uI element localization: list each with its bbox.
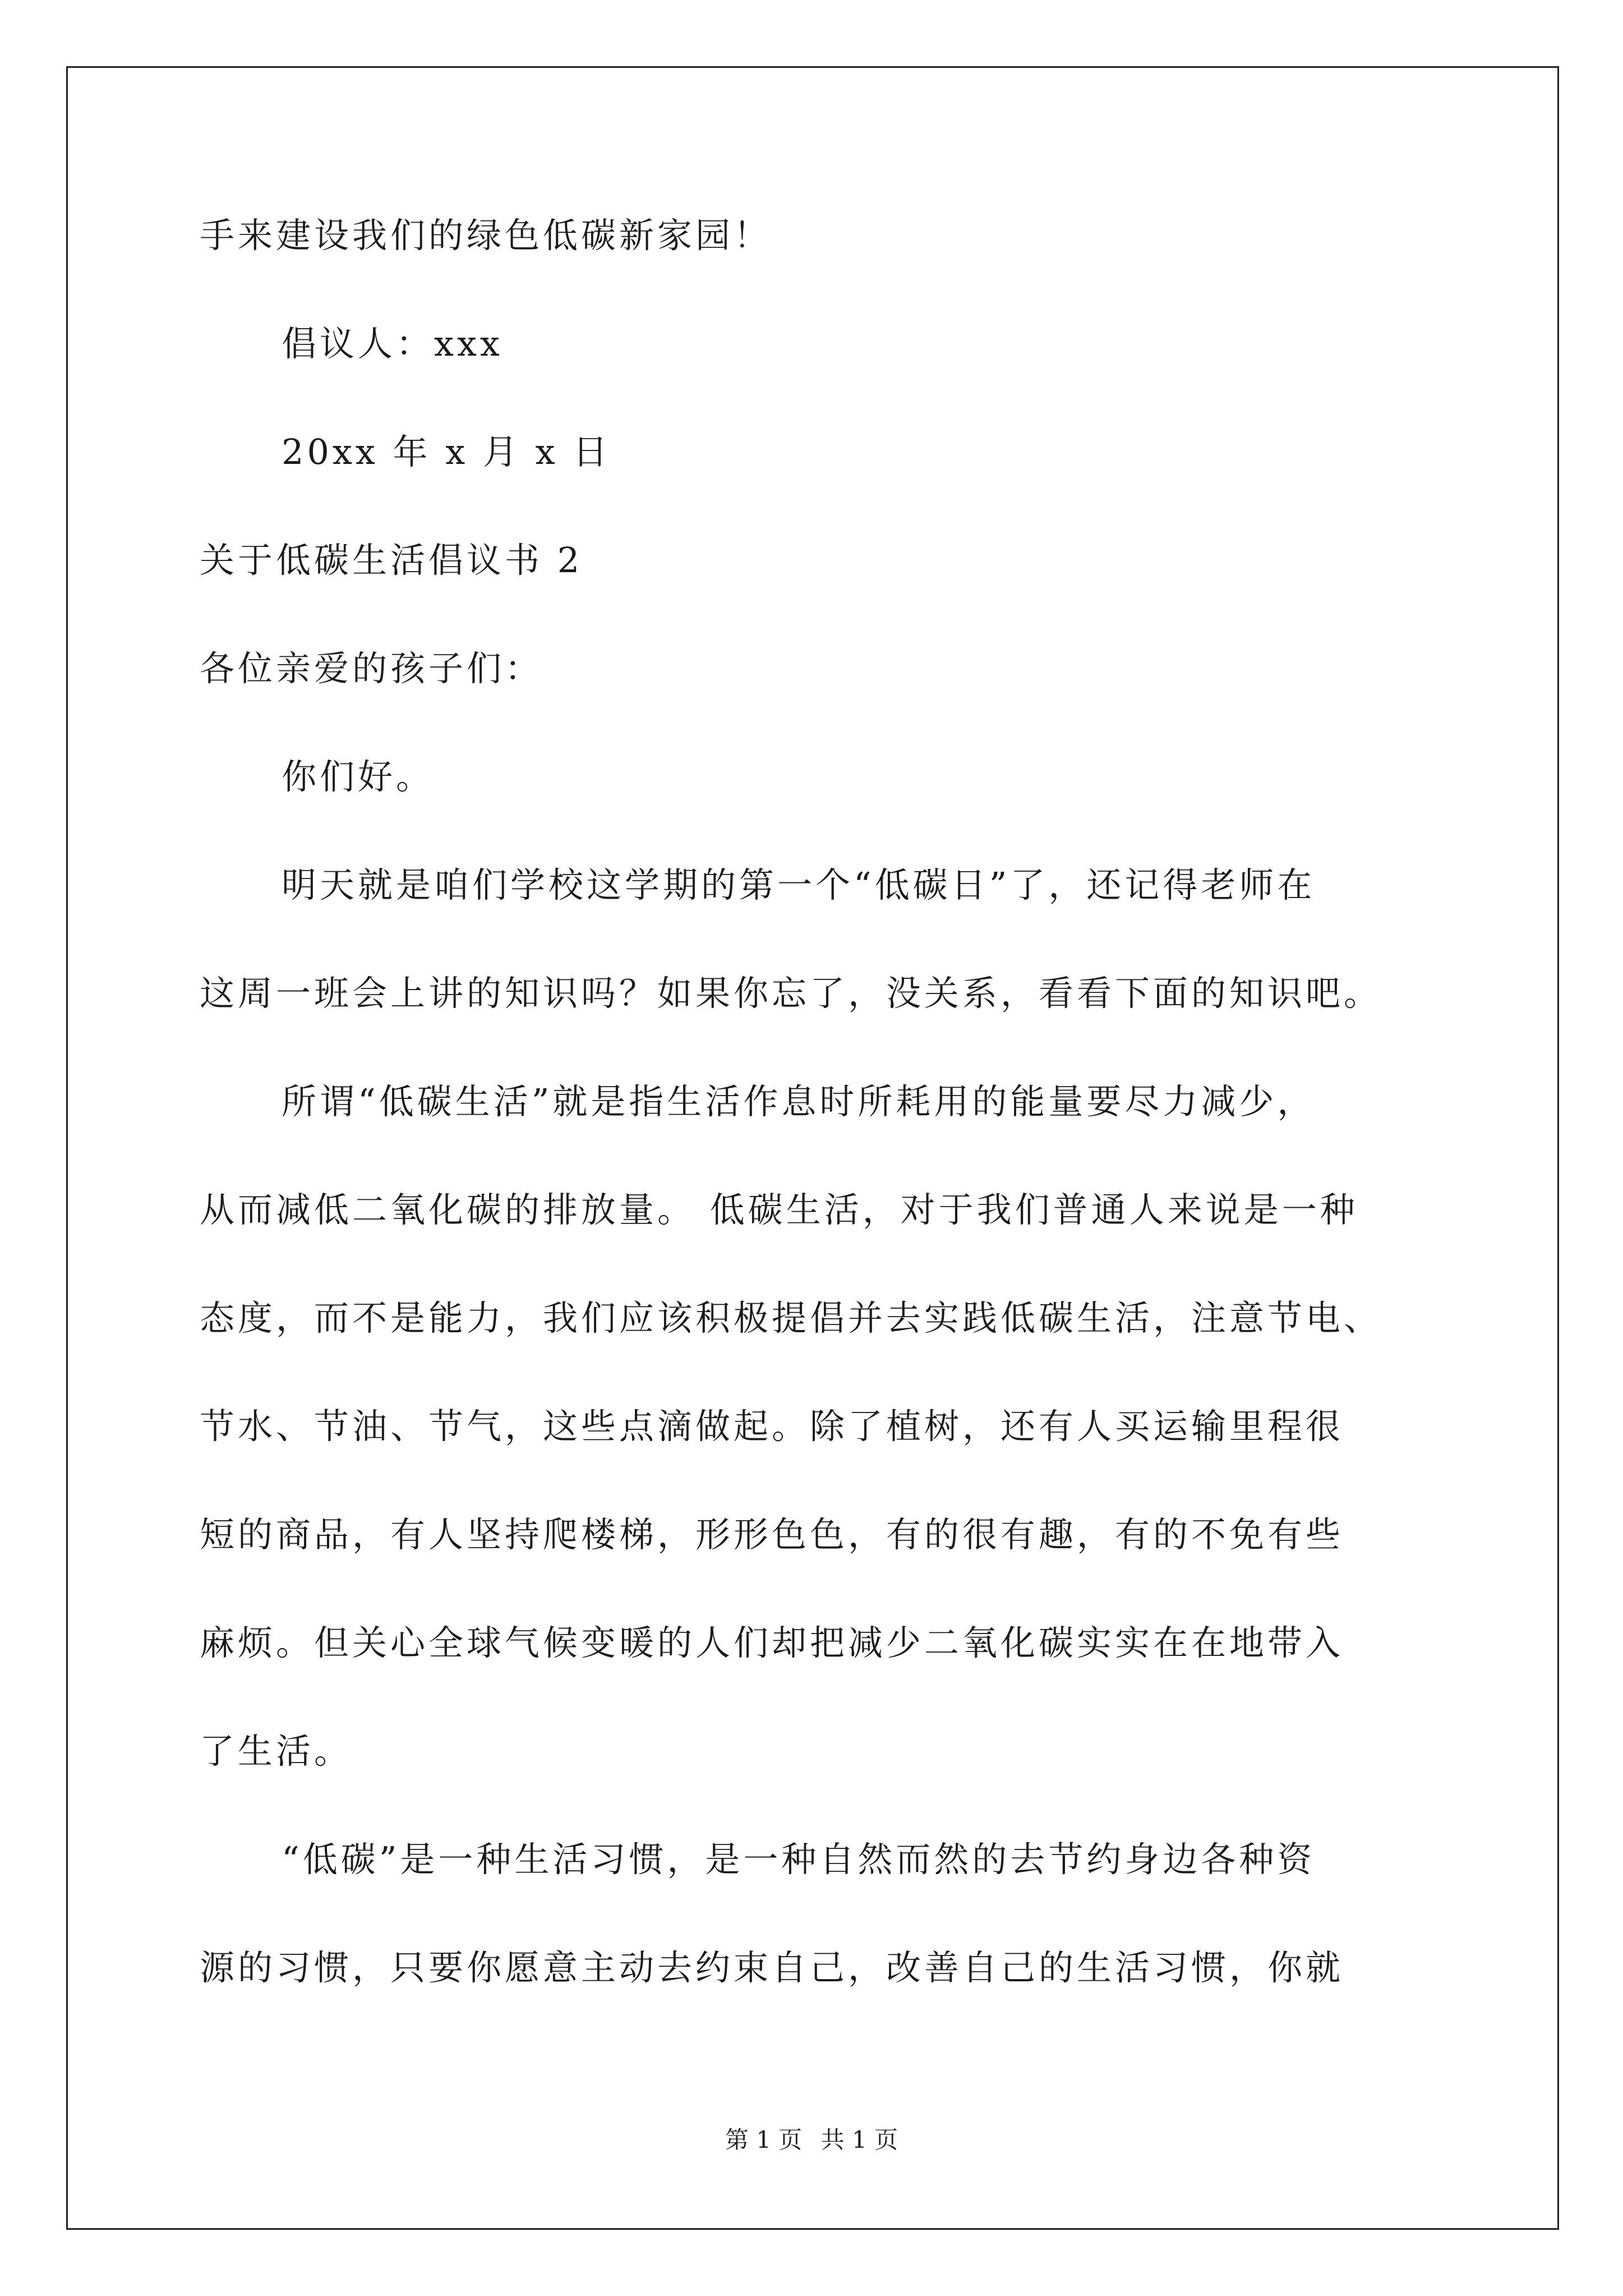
date-line: 20xx 年 x 月 x 日 [282, 431, 611, 472]
salutation: 各位亲爱的孩子们： [200, 648, 543, 689]
greeting: 你们好。 [282, 756, 435, 797]
text-line: 明天就是咱们学校这学期的第一个“低碳日”了，还记得老师在 [282, 864, 1316, 905]
section-title: 关于低碳生活倡议书 2 [200, 540, 583, 581]
text-line: 了生活。 [200, 1731, 353, 1772]
text-line: 短的商品，有人坚持爬楼梯，形形色色，有的很有趣，有的不免有些 [200, 1514, 1344, 1555]
text-line: 态度，而不是能力，我们应该积极提倡并去实践低碳生活，注意节电、 [200, 1297, 1382, 1338]
page-footer [0, 2123, 1623, 2157]
signer-line: 倡议人：xxx [282, 323, 503, 364]
text-line: 节水、节油、节气，这些点滴做起。除了植树，还有人买运输里程很 [200, 1406, 1344, 1447]
text-line: 这周一班会上讲的知识吗？如果你忘了，没关系，看看下面的知识吧。 [200, 973, 1382, 1014]
text-line: 手来建设我们的绿色低碳新家园！ [200, 215, 772, 256]
text-line: 从而减低二氧化碳的排放量。 低碳生活，对于我们普通人来说是一种 [200, 1189, 1358, 1230]
text-line: 所谓“低碳生活”就是指生活作息时所耗用的能量要尽力减少， [282, 1081, 1316, 1122]
page-number: 第 1 页 [725, 2126, 803, 2154]
page-total: 共 1 页 [820, 2126, 898, 2154]
document-body [200, 208, 1433, 2048]
text-line: 麻烦。但关心全球气候变暖的人们却把减少二氧化碳实实在在地带入 [200, 1622, 1344, 1663]
text-line: “低碳”是一种生活习惯，是一种自然而然的去节约身边各种资 [282, 1839, 1316, 1880]
text-line: 源的习惯，只要你愿意主动去约束自己，改善自己的生活习惯，你就 [200, 1947, 1344, 1988]
